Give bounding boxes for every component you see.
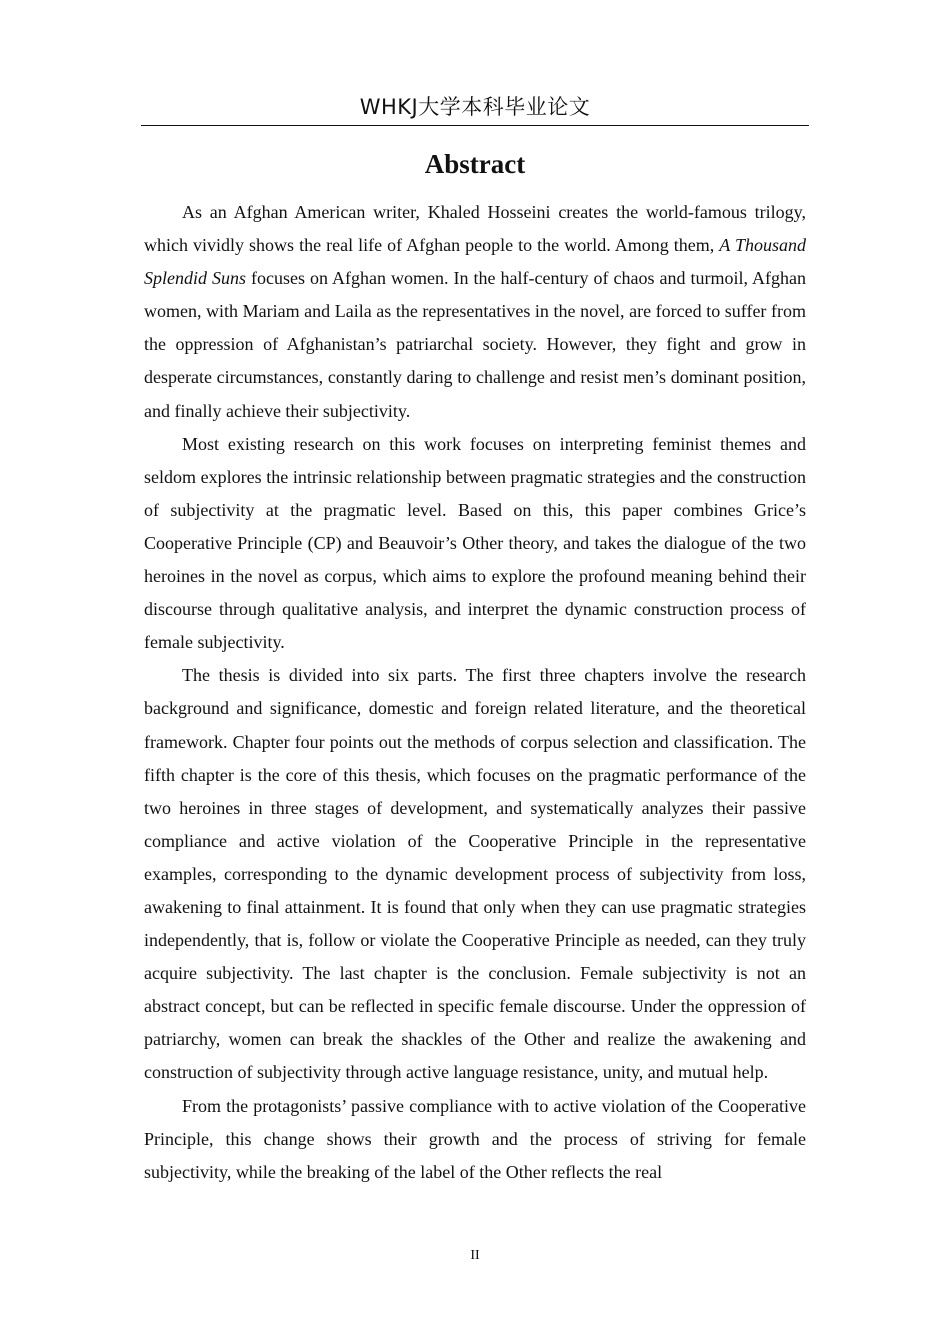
abstract-paragraph-4: From the protagonists’ passive compliance with to active violation of the Cooperative Principle, this change shows their growth and the process of striving for female subjectivity, while the breaking of the label of the Other reflects the real xyxy=(144,1095,806,1182)
abstract-paragraph-2: Most existing research on this work focuses on interpreting feminist themes and seldom explores the intrinsic relationship between pragmatic strategies and the construction of subjectivity at the pragmatic level. Based on this, this paper combines Grice’s Cooperative Principle (CP) and Beauvoir’s Other theory, and takes the dialogue of the two heroines in the novel as corpus, which aims to explore the profound meaning behind their discourse through qualitative analysis, and interpret the dynamic construction process of female subjectivity. xyxy=(144,433,806,653)
header-rule xyxy=(141,125,809,126)
page-number: II xyxy=(470,1248,480,1263)
abstract-paragraph-3: The thesis is divided into six parts. The first three chapters involve the research background and significance, domestic and foreign related literature, and the theoretical framework. Chapter four points out the methods of corpus selection and classification. The fifth chapter is the core of this thesis, which focuses on the pragmatic performance of the two heroines in three stages of development, and systematically analyzes their passive compliance and active violation of the Cooperative Principle in the representative examples, corresponding to the dynamic development process of subjectivity from loss, awakening to final attainment. It is found that only when they can use pragmatic strategies independently, that is, follow or violate the Cooperative Principle as needed, can they truly acquire subjectivity. The last chapter is the conclusion. Female subjectivity is not an abstract concept, but can be reflected in specific female discourse. Under the oppression of patriarchy, women can break the shackles of the Other and realize the awakening and construction of subjectivity through active language resistance, unity, and mutual help. xyxy=(144,665,806,1083)
paragraph-1-text-start: As an Afghan American writer, Khaled Hosseini creates the world-famous trilogy, which vividly shows the real life of Afghan people to the world. Among them, xyxy=(144,202,806,256)
abstract-title: Abstract xyxy=(424,149,526,179)
novel-title: A Thousand Splendid Suns xyxy=(144,235,806,289)
abstract-body xyxy=(144,196,806,1189)
page-header: WHKJ大学本科毕业论文 xyxy=(359,95,591,119)
paragraph-1-text-end: focuses on Afghan women. In the half-century of chaos and turmoil, Afghan women, with Mariam and Laila as the representatives in the novel, are forced to suffer from the oppression of Afghanistan’s patriarchal society. However, they fight and grow in desperate circumstances, constantly daring to challenge and resist men’s dominant position, and finally achieve their subjectivity. xyxy=(144,268,806,421)
abstract-paragraph-1 xyxy=(144,196,806,428)
